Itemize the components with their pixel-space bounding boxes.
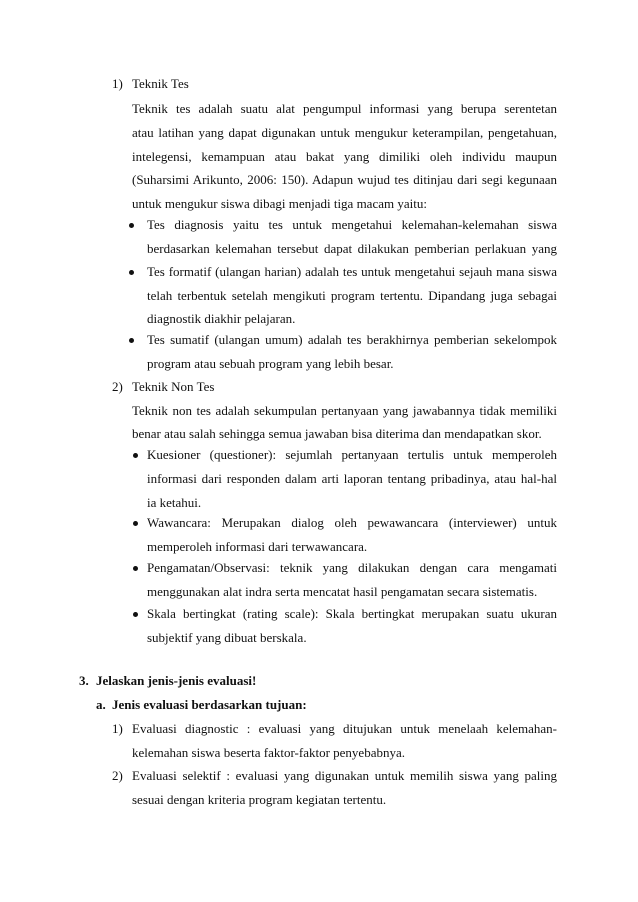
paragraph-line: (Suharsimi Arikunto, 2006: 150). Adapun wujud tes ditinjau dari segi kegunaan xyxy=(132,172,557,187)
list-number: 2) xyxy=(112,768,123,783)
subsection-letter: a. xyxy=(96,697,106,712)
paragraph-line: untuk mengukur siswa dibagi menjadi tiga macam yaitu: xyxy=(132,196,427,211)
bullet-line: memperoleh informasi dari terwawancara. xyxy=(147,539,368,554)
bullet-icon xyxy=(133,453,138,458)
bullet-line: program atau sebuah program yang lebih besar. xyxy=(147,356,394,371)
bullet-icon xyxy=(129,338,134,343)
list-number: 1) xyxy=(112,721,123,736)
bullet-icon xyxy=(133,521,138,526)
bullet-icon xyxy=(133,566,138,571)
paragraph-line: Teknik tes adalah suatu alat pengumpul informasi yang berupa serentetan xyxy=(132,101,557,116)
bullet-line: subjektif yang dibuat berskala. xyxy=(147,630,307,645)
bullet-line: informasi dari responden dalam arti laporan tentang pribadinya, atau hal-hal xyxy=(147,471,557,486)
bullet-line: Pengamatan/Observasi: teknik yang dilakukan dengan cara mengamati xyxy=(147,560,557,575)
bullet-icon xyxy=(129,223,134,228)
paragraph-line: atau latihan yang dapat digunakan untuk mengukur keterampilan, pengetahuan, xyxy=(132,125,557,140)
list-number: 2) xyxy=(112,379,123,394)
bullet-line: berdasarkan kelemahan tersebut dapat dilakukan pemberian perlakuan yang xyxy=(147,241,557,256)
bullet-icon xyxy=(129,270,134,275)
list-item-line: kelemahan siswa beserta faktor-faktor penyebabnya. xyxy=(132,745,405,760)
question-title: Jelaskan jenis-jenis evaluasi! xyxy=(96,673,257,688)
section-heading-teknik-tes: Teknik Tes xyxy=(132,76,189,91)
bullet-line: Kuesioner (questioner): sejumlah pertanyaan tertulis untuk memperoleh xyxy=(147,447,557,462)
bullet-line: Wawancara: Merupakan dialog oleh pewawancara (interviewer) untuk xyxy=(147,515,557,530)
bullet-line: menggunakan alat indra serta mencatat hasil pengamatan secara sistematis. xyxy=(147,584,538,599)
bullet-line: telah terbentuk setelah mengikuti program tertentu. Dipandang juga sebagai xyxy=(147,288,557,303)
bullet-icon xyxy=(133,612,138,617)
list-number: 1) xyxy=(112,76,123,91)
list-item-line: sesuai dengan kriteria program kegiatan tertentu. xyxy=(132,792,387,807)
bullet-line: ia ketahui. xyxy=(147,495,202,510)
section-heading-teknik-non-tes: Teknik Non Tes xyxy=(132,379,215,394)
bullet-line: Skala bertingkat (rating scale): Skala bertingkat merupakan suatu ukuran xyxy=(147,606,557,621)
bullet-line: Tes sumatif (ulangan umum) adalah tes berakhirnya pemberian sekelompok xyxy=(147,332,557,347)
paragraph-line: intelegensi, kemampuan atau bakat yang dimiliki oleh individu maupun xyxy=(132,149,557,164)
question-number: 3. xyxy=(79,673,89,688)
list-item-line: Evaluasi diagnostic : evaluasi yang ditujukan untuk menelaah kelemahan- xyxy=(132,721,557,736)
paragraph-line: Teknik non tes adalah sekumpulan pertanyaan yang jawabannya tidak memiliki xyxy=(132,403,557,418)
bullet-line: Tes diagnosis yaitu tes untuk mengetahui kelemahan-kelemahan siswa xyxy=(147,217,557,232)
subsection-title: Jenis evaluasi berdasarkan tujuan: xyxy=(112,697,307,712)
list-item-line: Evaluasi selektif : evaluasi yang digunakan untuk memilih siswa yang paling xyxy=(132,768,557,783)
paragraph-line: benar atau salah sehingga semua jawaban bisa diterima dan mendapatkan skor. xyxy=(132,426,542,441)
bullet-line: diagnostik diakhir pelajaran. xyxy=(147,311,296,326)
bullet-line: Tes formatif (ulangan harian) adalah tes untuk mengetahui sejauh mana siswa xyxy=(147,264,557,279)
